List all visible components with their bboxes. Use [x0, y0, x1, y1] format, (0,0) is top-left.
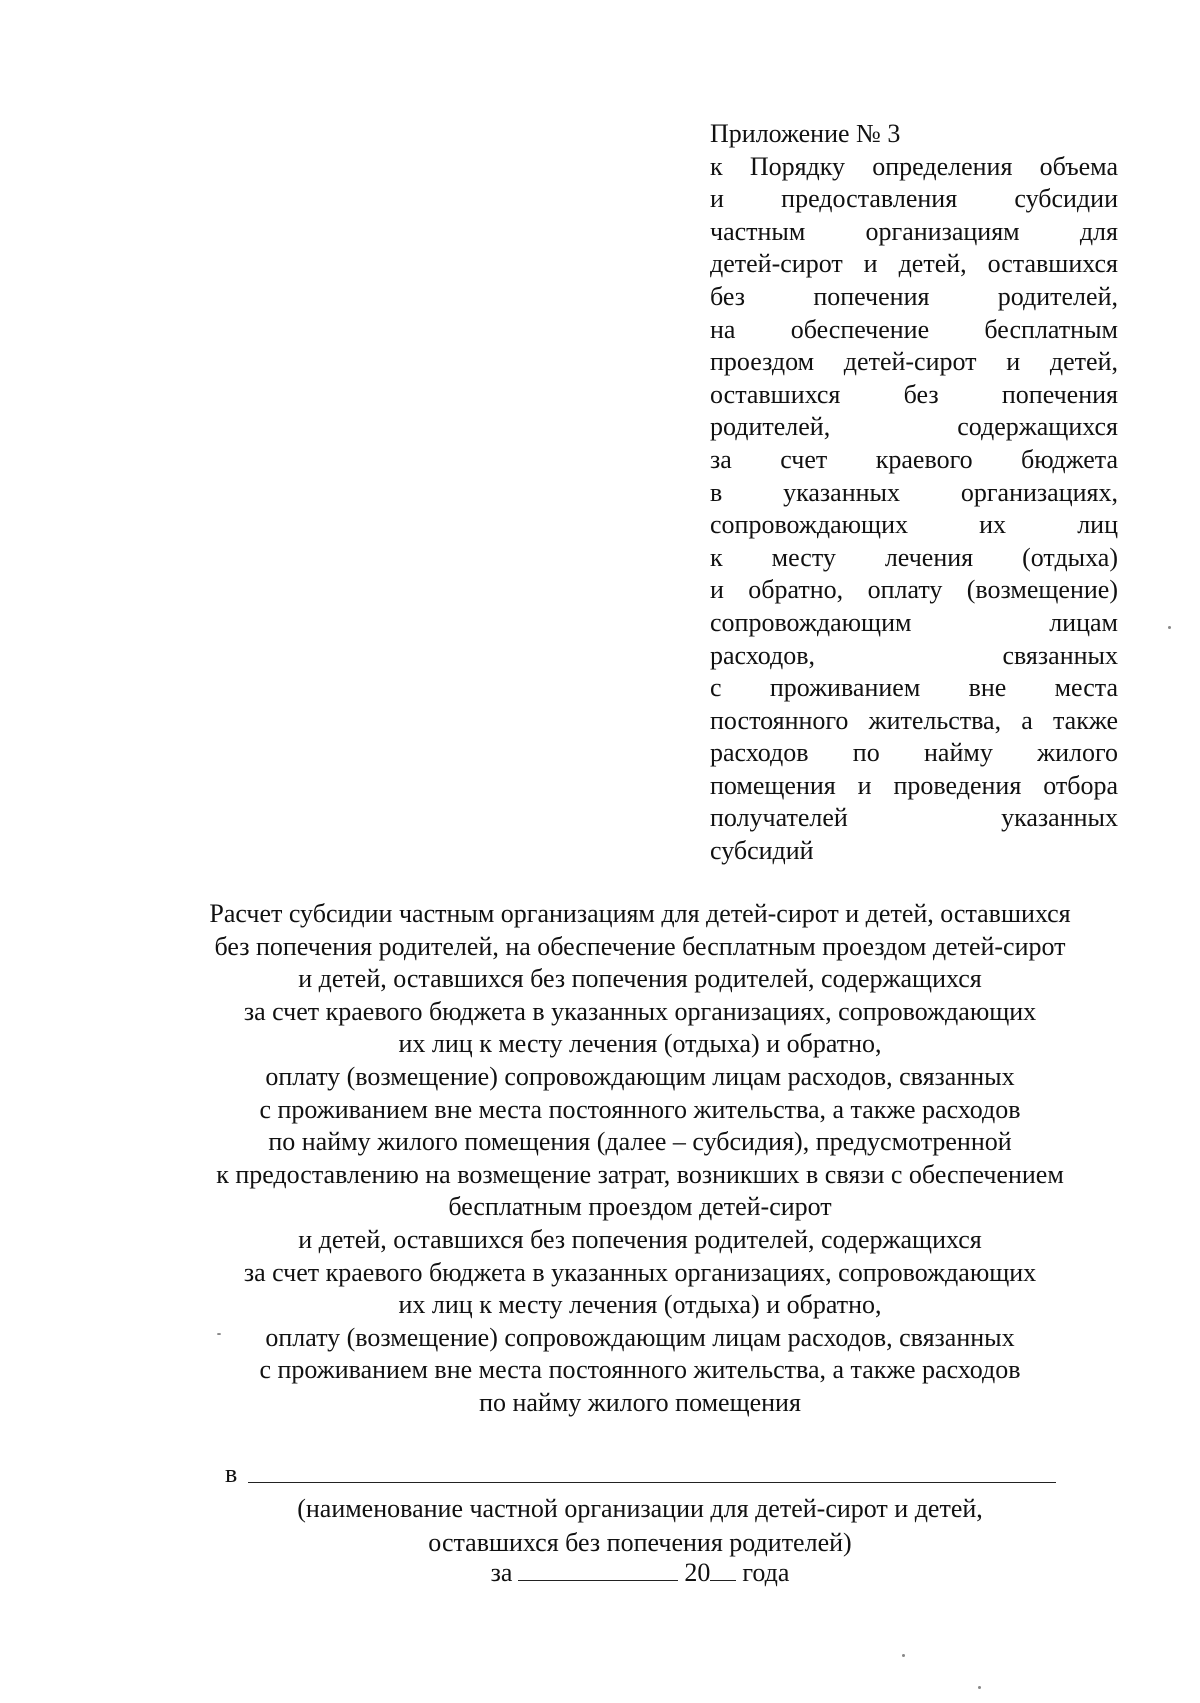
appendix-line: частным организациям для — [710, 216, 1118, 246]
caption-line: (наименование частной организации для детей-сирот и детей, — [297, 1494, 983, 1523]
document-title — [120, 898, 1160, 1420]
organization-field — [225, 1458, 1055, 1492]
organization-caption — [120, 1492, 1160, 1560]
appendix-line: постоянного жительства, а также — [710, 705, 1118, 735]
year-prefix: 20 — [684, 1558, 711, 1587]
title-line: с проживанием вне места постоянного жительства, а также расходов — [259, 1094, 1021, 1124]
appendix-line: получателей указанных — [710, 803, 1118, 833]
period-field — [120, 1556, 1160, 1590]
appendix-line: субсидий — [710, 836, 814, 866]
appendix-line: без попечения родителей, — [710, 281, 1118, 311]
caption-line: оставшихся без попечения родителей) — [428, 1528, 852, 1557]
appendix-line: с проживанием вне места — [710, 673, 1118, 703]
scan-speck — [217, 1333, 221, 1335]
appendix-line: на обеспечение бесплатным — [710, 314, 1118, 344]
appendix-line: расходов, связанных — [710, 640, 1118, 670]
title-line: с проживанием вне места постоянного жительства, а также расходов — [259, 1355, 1021, 1385]
period-blank-line — [518, 1558, 678, 1581]
appendix-line: и обратно, оплату (возмещение) — [710, 575, 1118, 605]
appendix-line: расходов по найму жилого — [710, 738, 1118, 768]
appendix-line: к Порядку определения объема — [710, 151, 1118, 181]
title-line: оплату (возмещение) сопровождающим лицам расходов, связанных — [265, 1061, 1015, 1091]
title-line: по найму жилого помещения (далее – субсидия), предусмотренной — [268, 1127, 1012, 1157]
year-blank-line — [710, 1558, 736, 1581]
appendix-line: в указанных организациях, — [710, 477, 1118, 507]
title-line: бесплатным проездом детей-сирот — [448, 1192, 832, 1222]
appendix-line: к месту лечения (отдыха) — [710, 542, 1118, 572]
appendix-title: Приложение № 3 — [710, 119, 901, 148]
period-suffix: года — [742, 1558, 790, 1587]
title-line: и детей, оставшихся без попечения родителей, содержащихся — [298, 1224, 982, 1254]
scan-speck — [1168, 626, 1171, 629]
title-line: к предоставлению на возмещение затрат, возникших в связи с обеспечением — [216, 1159, 1064, 1189]
title-line: оплату (возмещение) сопровождающим лицам расходов, связанных — [265, 1322, 1015, 1352]
appendix-line: помещения и проведения отбора — [710, 770, 1118, 800]
scan-speck — [978, 1686, 981, 1689]
appendix-line: и предоставления субсидии — [710, 184, 1118, 214]
appendix-line: проездом детей-сирот и детей, — [710, 347, 1118, 377]
appendix-line: детей-сирот и детей, оставшихся — [710, 249, 1118, 279]
appendix-line: за счет краевого бюджета — [710, 444, 1118, 474]
scan-speck — [902, 1654, 905, 1657]
title-line: по найму жилого помещения — [479, 1387, 801, 1417]
title-line: их лиц к месту лечения (отдыха) и обратно, — [398, 1029, 882, 1059]
title-line: Расчет субсидии частным организациям для детей-сирот и детей, оставшихся — [209, 899, 1071, 928]
title-line: их лиц к месту лечения (отдыха) и обратно, — [398, 1290, 882, 1320]
appendix-line: сопровождающим лицам — [710, 607, 1118, 637]
title-line: и детей, оставшихся без попечения родителей, содержащихся — [298, 964, 982, 994]
period-prefix: за — [490, 1558, 513, 1587]
title-line: за счет краевого бюджета в указанных организациях, сопровождающих — [243, 1257, 1037, 1287]
title-line: за счет краевого бюджета в указанных организациях, сопровождающих — [243, 996, 1037, 1026]
organization-blank-line — [248, 1482, 1056, 1483]
title-line: без попечения родителей, на обеспечение бесплатным проездом детей-сирот — [214, 931, 1066, 961]
appendix-line: сопровождающих их лиц — [710, 510, 1118, 540]
appendix-line: родителей, содержащихся — [710, 412, 1118, 442]
appendix-header — [710, 118, 1118, 868]
organization-prefix: в — [225, 1459, 238, 1488]
appendix-line: оставшихся без попечения — [710, 379, 1118, 409]
